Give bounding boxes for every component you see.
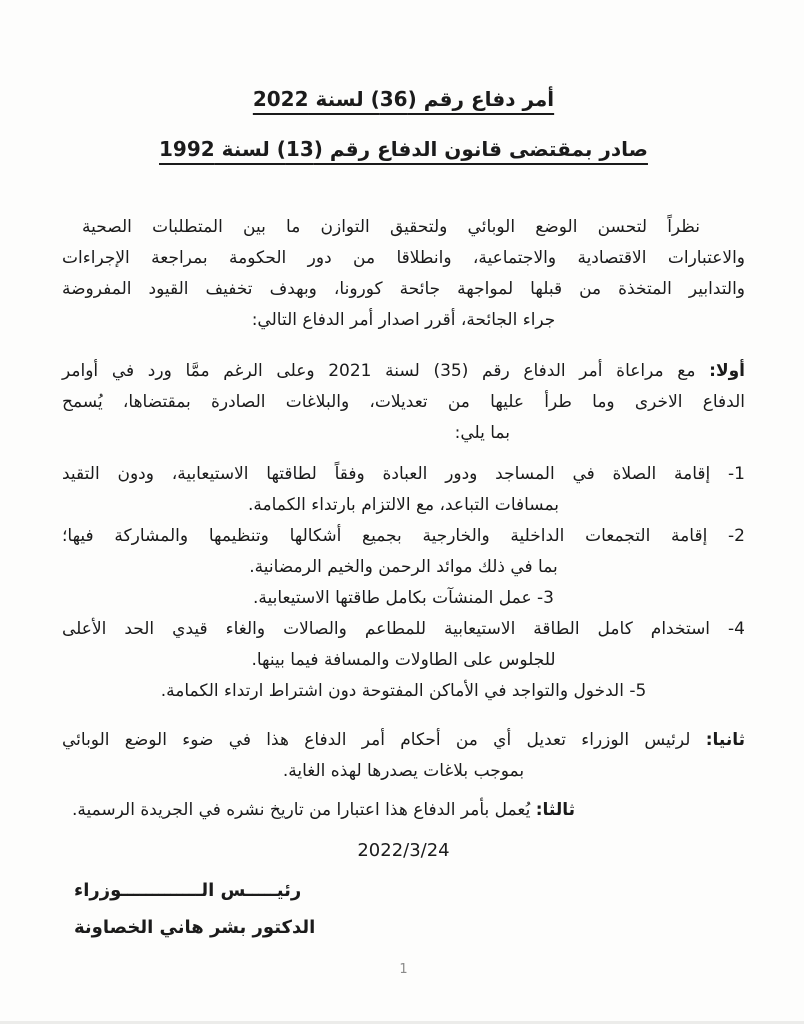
section-first-text-1: مع مراعاة أمر الدفاع رقم (35) لسنة 2021 وعلى الرغم ممَّا ورد في أوامر xyxy=(62,361,696,381)
preamble xyxy=(62,212,745,336)
section-first-line-3: بما يلي: xyxy=(454,423,510,443)
section-third-label: ثالثا: xyxy=(535,800,575,820)
section-third xyxy=(62,795,745,826)
preamble-line-1: نظراً لتحسن الوضع الوبائي ولتحقيق التوازن ما بين المتطلبات الصحية xyxy=(82,217,700,237)
section-third-line xyxy=(62,795,745,826)
section-first-line-2: الدفاع الاخرى وما طرأ عليها من تعديلات، والبلاغات الصادرة بمقتضاها، يُسمح xyxy=(62,392,745,412)
page-number: 1 xyxy=(399,962,408,977)
section-third-text: يُعمل بأمر الدفاع هذا اعتبارا من تاريخ نشره في الجريدة الرسمية. xyxy=(71,800,531,820)
preamble-line-3: والتدابير المتخذة من قبلها لمواجهة جائحة كورونا، وبهدف تخفيف القيود المفروضة xyxy=(62,279,745,299)
section-second-line-2: بموجب بلاغات يصدرها لهذه الغاية. xyxy=(282,761,525,781)
list-item-4-line-2: للجلوس على الطاولات والمسافة فيما بينها. xyxy=(251,650,556,670)
section-first-line-1 xyxy=(62,356,745,387)
list-item-2-line-1: 2- إقامة التجمعات الداخلية والخارجية بجميع أشكالها وتنظيمها والمشاركة فيها؛ xyxy=(62,526,745,546)
list-item-4-line-1: 4- استخدام كامل الطاقة الاستيعابية للمطاعم والصالات والغاء قيدي الحد الأعلى xyxy=(62,619,745,639)
document-subtitle-line2: صادر بمقتضى قانون الدفاع رقم (13) لسنة 1992 xyxy=(159,137,648,161)
ordered-list xyxy=(62,459,745,707)
list-item-1-line-1: 1- إقامة الصلاة في المساجد ودور العبادة وفقاً لطاقتها الاستيعابية، ودون التقيد xyxy=(62,464,745,484)
list-item-3: 3- عمل المنشآت بكامل طاقتها الاستيعابية. xyxy=(253,588,554,608)
section-second xyxy=(62,725,745,787)
preamble-line-2: والاعتبارات الاقتصادية والاجتماعية، وانطلاقا من دور الحكومة بمراجعة الإجراءات xyxy=(62,248,745,268)
issue-date: 2022/3/24 xyxy=(357,840,450,861)
list-item-5: 5- الدخول والتواجد في الأماكن المفتوحة دون اشتراط ارتداء الكمامة. xyxy=(160,681,647,701)
signature-name: الدكتور بشر هاني الخصاونة xyxy=(74,917,316,938)
list-item-1-line-2: بمسافات التباعد، مع الالتزام بارتداء الكمامة. xyxy=(247,495,560,515)
section-first xyxy=(62,356,745,449)
section-second-label: ثانيا: xyxy=(705,730,745,750)
section-first-label: أولا: xyxy=(709,361,746,381)
section-second-text-1: لرئيس الوزراء تعديل أي من أحكام أمر الدفاع هذا في ضوء الوضع الوبائي xyxy=(62,730,691,750)
list-item-2-line-2: بما في ذلك موائد الرحمن والخيم الرمضانية. xyxy=(249,557,558,577)
signature-title: رئيـــــس الـــــــــــــوزراء xyxy=(74,880,302,901)
document-title-line1: أمر دفاع رقم (36) لسنة 2022 xyxy=(252,87,555,111)
section-second-line-1 xyxy=(62,725,745,756)
signature-block xyxy=(62,872,745,946)
preamble-line-4: جراء الجائحة، أقرر اصدار أمر الدفاع التالي: xyxy=(251,310,556,330)
